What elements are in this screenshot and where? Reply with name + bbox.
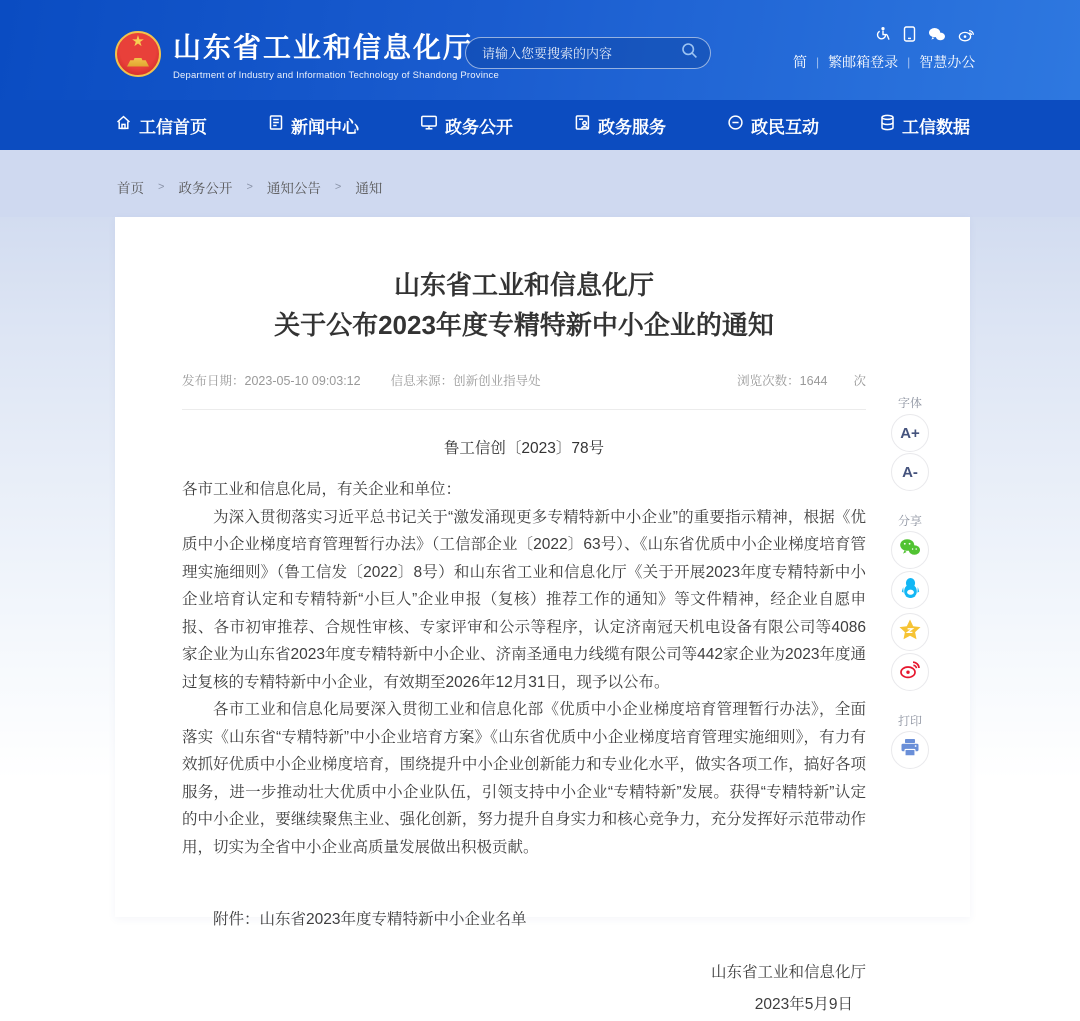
breadcrumb-separator: > [158,181,165,193]
wechat-icon[interactable] [928,27,946,47]
header-utility-icons [875,26,975,47]
font-size-label: 字体 [897,396,922,410]
breadcrumb [117,177,382,197]
font-increase-glyph: A+ [900,424,920,442]
site-brand[interactable] [115,26,499,81]
publish-date-label: 发布日期： [182,374,245,388]
accessibility-icon[interactable] [875,26,891,47]
article-card [115,217,970,1013]
search-input[interactable] [482,46,681,61]
share-wechat-button[interactable] [891,531,929,569]
article-title [182,265,866,345]
lang-traditional-link[interactable]: 繁 [828,54,843,70]
breadcrumb-band [0,150,1080,217]
site-title: 山东省工业和信息化厅 [173,32,474,63]
weibo-icon[interactable] [958,27,975,47]
mail-login-link[interactable]: 邮箱登录 [842,54,899,70]
publish-date [182,371,361,389]
qzone-star-icon [899,619,921,645]
home-icon [115,114,132,136]
signature-date: 2023年5月9日 [754,996,853,1013]
search-icon[interactable] [681,42,698,64]
breadcrumb-separator: > [334,181,342,193]
qq-icon [901,577,920,603]
smart-office-link[interactable]: 智慧办公 [919,54,976,70]
nav-item-data[interactable] [880,113,970,138]
font-decrease-button[interactable] [891,453,929,491]
printer-icon [900,738,920,762]
breadcrumb-separator: > [246,181,253,193]
font-decrease-glyph: A- [902,463,918,481]
attachment-line[interactable]: 附件：山东省2023年度专精特新中小企业名单 [213,911,527,928]
nav-item-interaction[interactable] [727,113,819,138]
info-source-label: 信息来源： [390,374,454,388]
article-meta [182,371,866,410]
divider: | [907,55,911,69]
article-body [182,476,866,861]
nav-item-label: 政务公开 [445,117,513,137]
info-source [391,371,541,389]
share-qq-button[interactable] [891,571,929,609]
service-doc-icon [574,114,591,136]
nav-item-label: 新闻中心 [291,117,359,137]
article-title-line2: 关于公布2023年度专精特新中小企业的通知 [274,310,774,340]
breadcrumb-home[interactable]: 首页 [117,181,144,196]
emblem-gate-icon [127,58,149,67]
nav-item-home[interactable] [115,113,207,138]
info-source-value: 创新创业指导处 [453,374,541,388]
divider: | [816,55,820,69]
search-box[interactable] [465,37,711,69]
wechat-icon [899,538,921,562]
national-emblem-logo [115,31,161,77]
view-count-value: 1644 [799,374,828,388]
view-count-label: 浏览次数： [737,374,800,388]
nav-item-label: 政务服务 [598,117,666,137]
article-title-line1: 山东省工业和信息化厅 [393,270,654,300]
share-qzone-button[interactable] [891,613,929,651]
header-utility-links [793,52,975,72]
font-increase-button[interactable] [891,414,929,452]
main-nav [0,100,1080,150]
share-label: 分享 [897,514,922,528]
view-count-unit: 次 [853,374,866,388]
site-header [0,0,1080,100]
print-button[interactable] [891,731,929,769]
site-title-english: Department of Industry and Information Technology of Shandong Province [173,70,499,81]
signature-org: 山东省工业和信息化厅 [710,964,866,981]
share-weibo-button[interactable] [891,653,929,691]
news-icon [268,114,284,136]
nav-item-gov-service[interactable] [574,113,666,138]
lang-simplified-link[interactable]: 简 [793,54,807,70]
site-title-block [173,26,499,81]
emblem-star-icon: ★ [131,32,145,50]
view-count [737,371,866,389]
salutation: 各市工业和信息化局，有关企业和单位： [182,481,462,498]
nav-item-label: 政民互动 [751,117,819,137]
weibo-icon [899,660,921,684]
print-label: 打印 [897,714,922,728]
breadcrumb-notices[interactable]: 通知公告 [266,181,321,196]
database-icon [880,114,895,136]
nav-item-label: 工信首页 [139,117,207,137]
nav-item-news[interactable] [268,113,359,138]
document-number: 鲁工信创〔2023〕78号 [443,440,605,457]
breadcrumb-current: 通知 [355,181,383,196]
paragraph: 为深入贯彻落实习近平总书记关于“激发涌现更多专精特新中小企业”的重要指示精神，根据《优质中小企业梯度培育管理暂行办法》（工信部企业〔2022〕63号）、《山东省优质中小企业梯度培育管理实施细则》（鲁工信发〔2022〕8号）和山东省工业和信息化厅《关于开展2023年度专精特新中小企业培育认定和专精特新“小巨人”企业申报（复核）推荐工作的通知》等文件精神，经企业自愿申报、各市初审推荐、合规性审核、专家评审和公示等程序，认定济南冠天机电设备有限公司等4086家企业为山东省2023年度专精特新中小企业、济南圣通电力线缆有限公司等442家企业为2023年度通过复核的专精特新中小企业，有效期至2026年12月31日，现予以公布。 [182,508,866,691]
publish-date-value: 2023-05-10 09:03:12 [244,374,361,388]
paragraph: 各市工业和信息化局要深入贯彻工业和信息化部《优质中小企业梯度培育管理暂行办法》，全面落实《山东省“专精特新”中小企业培育方案》《山东省优质中小企业梯度培育管理实施细则》，有力有效抓好优质中小企业梯度培育，围绕提升中小企业创新能力和专业化水平，做实各项工作，搞好各项服务，进一步推动壮大优质中小企业队伍，引领支持中小企业“专精特新”发展。获得“专精特新”认定的中小企业，要继续聚焦主业、强化创新，努力提升自身实力和核心竞争力，充分发挥好示范带动作用，切实为全省中小企业高质量发展做出积极贡献。 [182,701,866,856]
signature-block [182,957,866,1021]
monitor-icon [420,114,438,136]
nav-item-gov-info[interactable] [420,113,513,138]
nav-item-label: 工信数据 [902,117,970,137]
breadcrumb-gov-info[interactable]: 政务公开 [178,181,233,196]
mobile-icon[interactable] [903,26,916,47]
interaction-icon [727,114,744,136]
